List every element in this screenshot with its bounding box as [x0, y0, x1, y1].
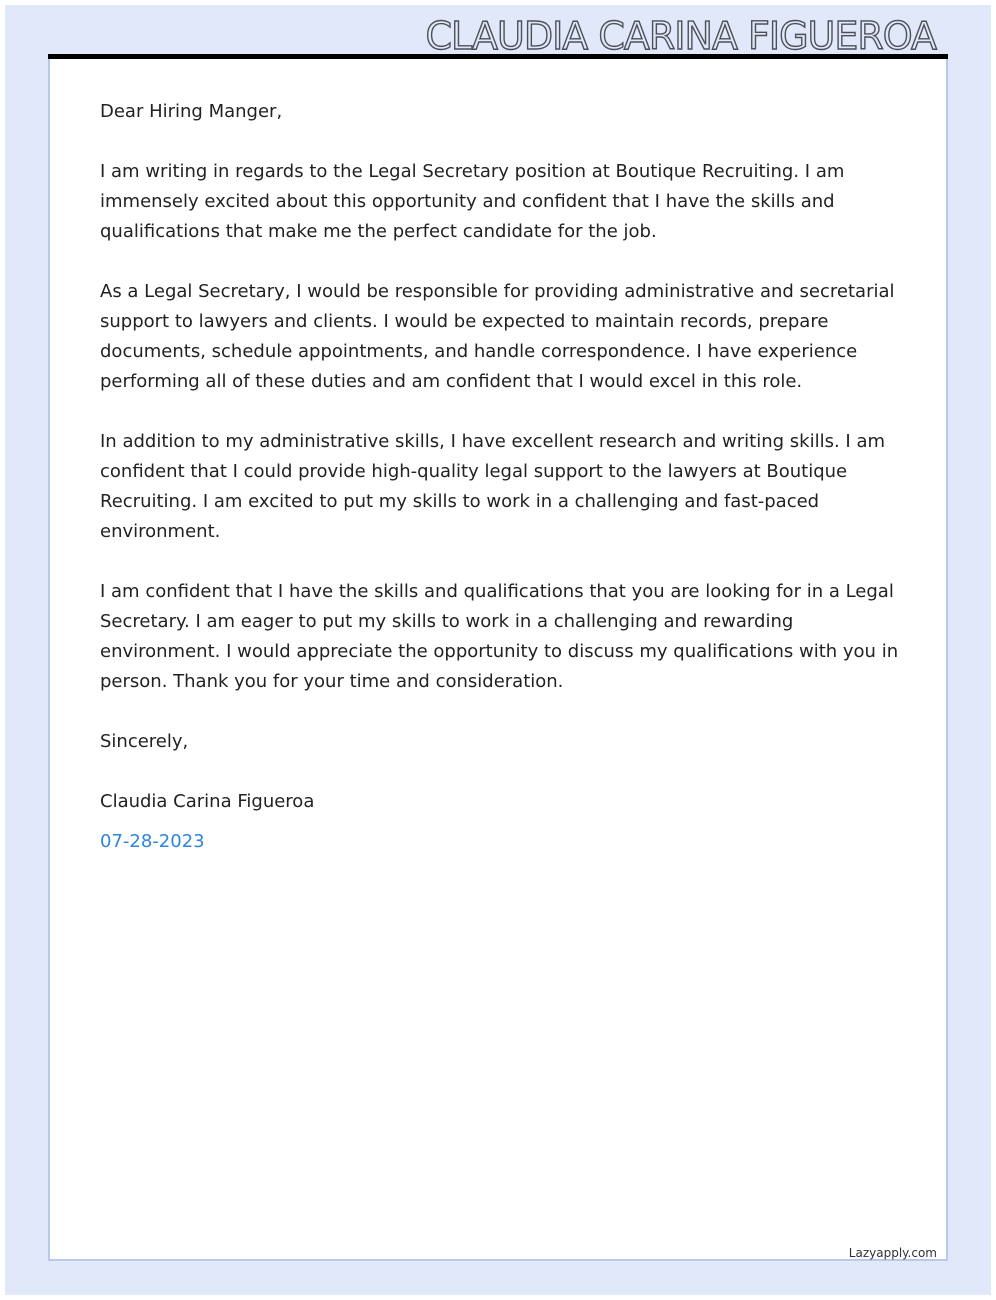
paragraph-conclusion: I am confident that I have the skills and qualifications that you are looking for in a Legal Secretary. I am eager to put my skills to work in a challenging and rewarding environment. I would appreciate the opportunity to discuss my qualifications with you in person. Thank you for your time and consideration.: [100, 581, 899, 692]
paragraph-intro: I am writing in regards to the Legal Secretary position at Boutique Recruiting. I am immensely excited about this opportunity and confident that I have the skills and qualifications that make me the perfect candidate for the job.: [100, 161, 845, 242]
salutation: Dear Hiring Manger,: [100, 101, 283, 122]
paragraph-responsibilities: As a Legal Secretary, I would be responsible for providing administrative and secretarial support to lawyers and clients. I would be expected to maintain records, prepare documents, schedule appointments, and handle correspondence. I have experience performing all of these duties and am confident that I would excel in this role.: [100, 281, 895, 392]
paragraph-skills: In addition to my administrative skills, I have excellent research and writing skills. I am confident that I could provide high-quality legal support to the lawyers at Boutique Recruiting. I am excited to put my skills to work in a challenging and fast-paced environment.: [100, 431, 886, 542]
applicant-name-header: CLAUDIA CARINA FIGUEROA: [425, 14, 936, 58]
letter-date: 07-28-2023: [100, 831, 205, 852]
cover-letter-body: [100, 97, 900, 857]
closing: Sincerely,: [100, 731, 189, 752]
footer-brand: Lazyapply.com: [848, 1246, 937, 1260]
signature-name: Claudia Carina Figueroa: [100, 791, 315, 812]
